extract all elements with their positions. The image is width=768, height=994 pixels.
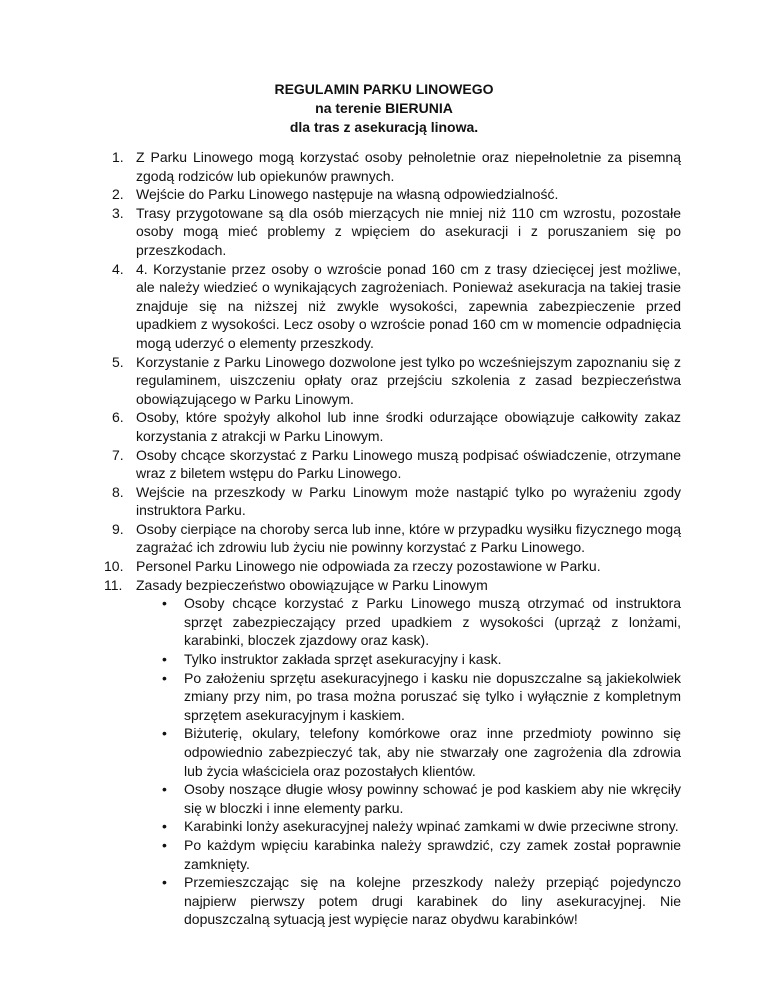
bullet-icon: • xyxy=(162,669,167,686)
safety-rule-item xyxy=(112,817,681,836)
rule-text: Wejście na przeszkody w Parku Linowym może nastąpić tylko po wyrażeniu zgody instruktora Parku. xyxy=(136,483,681,519)
rule-item-1 xyxy=(112,148,681,185)
bullet-icon: • xyxy=(162,836,167,853)
safety-rule-item xyxy=(112,724,681,780)
rule-text: Wejście do Parku Linowego następuje na własną odpowiedzialność. xyxy=(136,186,559,203)
safety-rule-item xyxy=(112,650,681,669)
safety-rule-item xyxy=(112,873,681,929)
safety-rule-text: Osoby noszące długie włosy powinny schować je pod kaskiem aby nie wkręciły się w bloczki i inne elementy parku. xyxy=(184,781,681,816)
rule-text: Z Parku Linowego mogą korzystać osoby pełnoletnie oraz niepełnoletnie za pisemną zgodą rodziców lub opiekunów prawnych. xyxy=(136,149,681,184)
bullet-icon: • xyxy=(162,781,167,798)
safety-rule-item xyxy=(112,836,681,873)
rule-number: 7. xyxy=(112,446,124,463)
rule-number: 8. xyxy=(112,483,124,500)
safety-rule-text: Biżuterię, okulary, telefony komórkowe oraz inne przedmioty powinno się odpowiednio zabezpieczyć tak, aby nie stwarzały one zagrożenia dla zdrowia lub życia właściciela oraz pozostałych klientów. xyxy=(184,725,681,779)
safety-rule-text: Po każdym wpięciu karabinka należy sprawdzić, czy zamek został poprawnie zamknięty. xyxy=(184,836,681,872)
rule-number: 11. xyxy=(104,576,123,593)
safety-rule-text: Osoby chcące korzystać z Parku Linowego muszą otrzymać od instruktora sprzęt zabezpieczający przed upadkiem z wysokości (uprząż z lonżami, karabinki, bloczek zjazdowy oraz kask). xyxy=(184,595,681,649)
title-line-1: REGULAMIN PARKU LINOWEGO xyxy=(274,81,494,97)
rule-text: Trasy przygotowane są dla osób mierzących nie mniej niż 110 cm wzrostu, pozostałe osoby mogą mieć problemy z wpięciem do asekuracji i z poruszaniem się po przeszkodach. xyxy=(136,204,681,258)
bullet-icon: • xyxy=(162,874,167,891)
rule-text: Zasady bezpieczeństwo obowiązujące w Parku Linowym xyxy=(136,576,488,593)
rule-text: Korzystanie z Parku Linowego dozwolone jest tylko po wcześniejszym zapoznaniu się z regulaminem, uiszczeniu opłaty oraz przejściu szkolenia z zasad bezpieczeństwa obowiązującego w Parku Linowym. xyxy=(136,353,681,407)
rule-number: 5. xyxy=(112,353,124,370)
bullet-icon: • xyxy=(162,595,167,612)
bullet-icon: • xyxy=(162,818,167,835)
safety-rule-text: Tylko instruktor zakłada sprzęt asekuracyjny i kask. xyxy=(184,651,502,668)
rule-number: 2. xyxy=(112,186,124,203)
title-line-2: na terenie BIERUNIA xyxy=(315,100,453,116)
rule-text: Osoby, które spożyły alkohol lub inne środki odurzające obowiązuje całkowity zakaz korzystania z atrakcji w Parku Linowym. xyxy=(136,409,681,444)
document-title xyxy=(0,80,768,137)
rule-text: Osoby cierpiące na choroby serca lub inne, które w przypadku wysiłku fizycznego mogą zagrażać ich zdrowiu lub życiu nie powinny korzystać z Parku Linowego. xyxy=(136,520,681,556)
rule-item-5 xyxy=(112,353,681,409)
rule-item-9 xyxy=(112,520,681,557)
rule-item-8 xyxy=(112,483,681,520)
rule-item-4 xyxy=(112,260,681,353)
safety-rule-text: Przemieszczając się na kolejne przeszkody należy przepiąć pojedynczo najpierw pierwszy potem drugi karabinek do liny asekuracyjnej. Nie dopuszczalną sytuacją jest wypięcie naraz obydwu karabinków! xyxy=(184,874,681,928)
rule-text: Personel Parku Linowego nie odpowiada za rzeczy pozostawione w Parku. xyxy=(136,558,601,575)
safety-rule-text: Karabinki lonży asekuracyjnej należy wpinać zamkami w dwie przeciwne strony. xyxy=(184,818,679,835)
bullet-icon: • xyxy=(162,651,167,668)
safety-rule-item xyxy=(112,780,681,817)
rule-item-6 xyxy=(112,408,681,445)
bullet-icon: • xyxy=(162,725,167,742)
safety-rule-text: Po założeniu sprzętu asekuracyjnego i kasku nie dopuszczalne są jakiekolwiek zmiany przy nim, po trasa można poruszać się tylko i wyłącznie z kompletnym sprzętem asekuracyjnym i kaskiem. xyxy=(184,669,681,723)
rule-item-2 xyxy=(112,185,681,204)
rule-text: Osoby chcące skorzystać z Parku Linowego muszą podpisać oświadczenie, otrzymane wraz z biletem wstępu do Parku Linowego. xyxy=(136,446,681,482)
safety-rule-item xyxy=(112,594,681,650)
rule-item-10 xyxy=(104,557,681,576)
safety-rule-item xyxy=(112,669,681,725)
rule-number: 6. xyxy=(112,409,124,426)
rule-item-7 xyxy=(112,446,681,483)
rule-number: 9. xyxy=(112,520,124,537)
rule-number: 1. xyxy=(112,149,124,165)
rule-item-3 xyxy=(112,204,681,260)
rules-list xyxy=(104,148,681,594)
safety-rules-list xyxy=(112,594,681,929)
rule-number: 4. xyxy=(112,260,124,277)
rule-number: 10. xyxy=(104,558,124,575)
rule-item-11 xyxy=(104,576,681,595)
rule-number: 3. xyxy=(112,204,124,221)
title-line-3: dla tras z asekuracją linowa. xyxy=(289,119,479,135)
rule-text: 4. Korzystanie przez osoby o wzroście ponad 160 cm z trasy dziecięcej jest możliwe, ale należy wiedzieć o wynikających zagrożeniach. Ponieważ asekuracja na takiej trasie znajduje się na niższej niż zwykle wysokości, zapewnia zabezpieczenie przed upadkiem z wysokości. Lecz osoby o wzroście ponad 160 cm w momencie odpadnięcia mogą uderzyć o elementy przeszkody. xyxy=(136,260,681,351)
